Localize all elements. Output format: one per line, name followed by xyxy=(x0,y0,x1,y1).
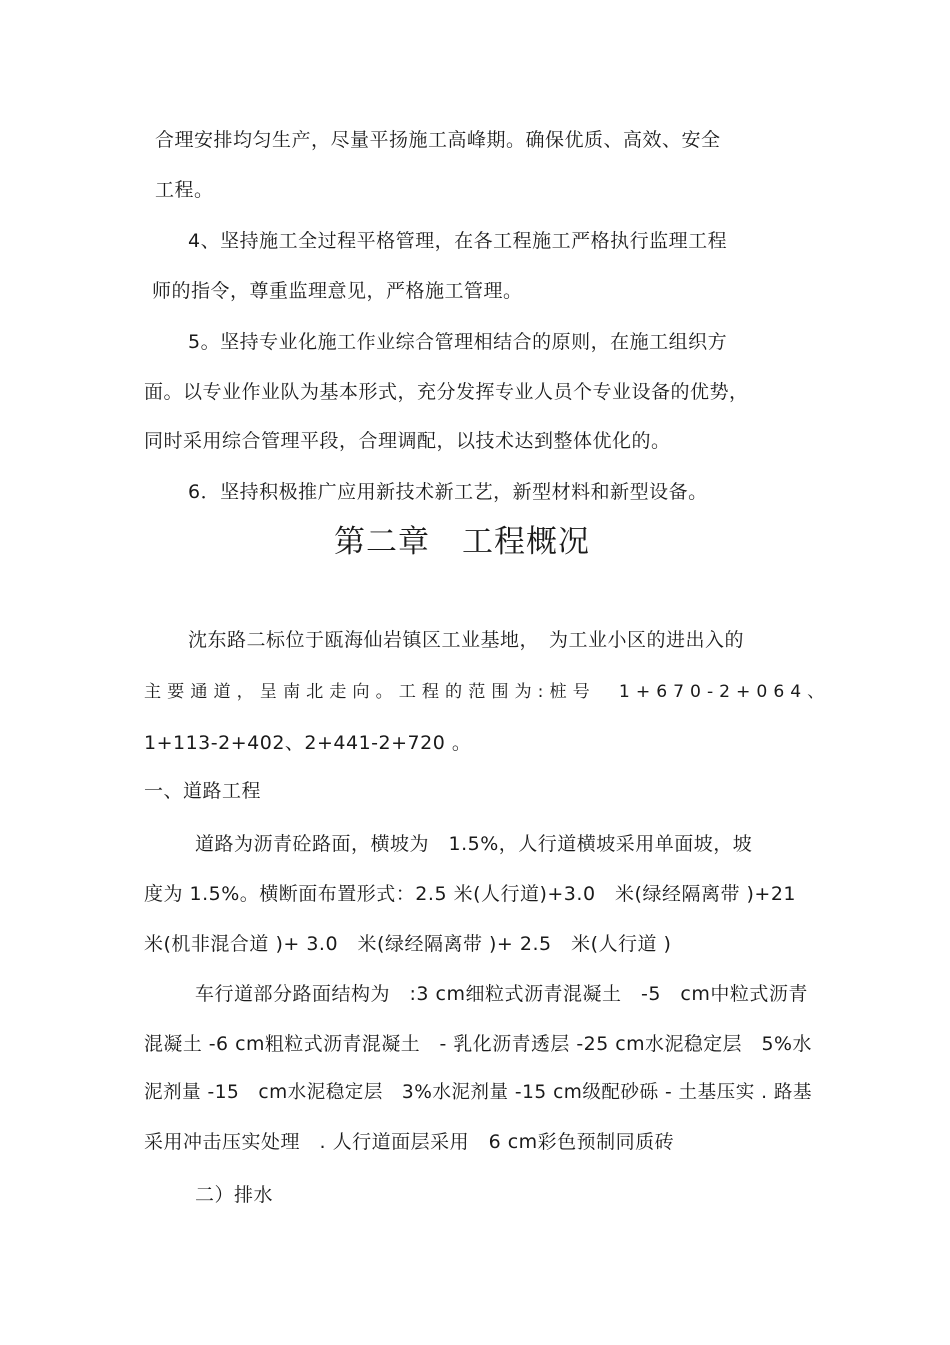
paragraph-2-line-1: 4、坚持施工全过程平格管理，在各工程施工严格执行监理工程 xyxy=(188,230,728,252)
road-para-2-line-3: 泥剂量 -15 cm水泥稳定层 3%水泥剂量 -15 cm级配砂砾 - 土基压实 . 路基 xyxy=(144,1082,813,1103)
paragraph-3-line-2: 面。以专业作业队为基本形式，充分发挥专业人员个专业设备的优势， xyxy=(144,381,749,403)
road-para-1-line-2: 度为 1.5%。横断面布置形式：2.5 米(人行道)+3.0 米(绿经隔离带 )+21 xyxy=(144,883,796,905)
section-drainage-title: 二）排水 xyxy=(195,1184,274,1206)
paragraph-1-line-1: 合理安排均匀生产，尽量平扬施工高峰期。确保优质、高效、安全 xyxy=(155,129,721,151)
section-road-title: 一、道路工程 xyxy=(144,780,262,802)
road-para-2-line-2: 混凝土 -6 cm粗粒式沥青混凝土 - 乳化沥青透层 -25 cm水泥稳定层 5%水 xyxy=(144,1033,812,1055)
road-para-1-line-1: 道路为沥青砼路面，横坡为 1.5%，人行道横坡采用单面坡，坡 xyxy=(195,833,753,855)
paragraph-4-line-1: 6．坚持积极推广应用新技术新工艺，新型材料和新型设备。 xyxy=(188,481,708,503)
overview-line-1: 沈东路二标位于瓯海仙岩镇区工业基地， 为工业小区的进出入的 xyxy=(188,629,745,651)
overview-line-2: 主要通道，呈南北走向。工程的范围为:桩号 1+670-2+064、 xyxy=(144,682,831,702)
chapter-title: 第二章 工程概况 xyxy=(334,524,590,560)
road-para-1-line-3: 米(机非混合道 )+ 3.0 米(绿经隔离带 )+ 2.5 米(人行道 ) xyxy=(144,933,672,955)
road-para-2-line-1: 车行道部分路面结构为 :3 cm细粒式沥青混凝土 -5 cm中粒式沥青 xyxy=(195,983,808,1005)
paragraph-3-line-1: 5。坚持专业化施工作业综合管理相结合的原则，在施工组织方 xyxy=(188,331,728,353)
paragraph-1-line-2: 工程。 xyxy=(155,179,214,201)
paragraph-2-line-2: 师的指令，尊重监理意见，严格施工管理。 xyxy=(152,280,523,302)
paragraph-3-line-3: 同时采用综合管理平段，合理调配，以技术达到整体优化的。 xyxy=(144,430,671,452)
road-para-2-line-4: 采用冲击压实处理 . 人行道面层采用 6 cm彩色预制同质砖 xyxy=(144,1131,675,1153)
overview-line-3: 1+113-2+402、2+441-2+720 。 xyxy=(144,732,472,754)
